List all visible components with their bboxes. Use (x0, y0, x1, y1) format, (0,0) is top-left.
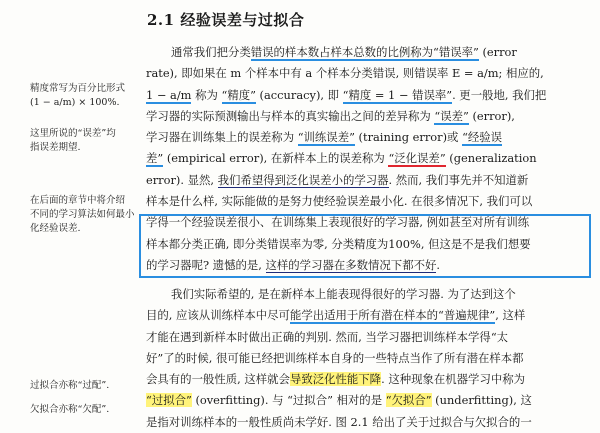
underline-error: “误差” (434, 108, 469, 123)
underline-error-rate: 错误的样本数占样本总数的比例称为“错误率” (250, 45, 479, 59)
highlight-overfitting: “过拟合” (146, 393, 192, 408)
paragraph-1: 通常我们把分类错误的样本数占样本总数的比例称为“错误率” (error rate), 即如果在 m 个样本中有 a 个样本分类错误, 则错误率 E = a/m; 相应的, 1 − a/m 称为 “精度” (accuracy), 即 “精度 = 1 − 错误率”. 更一般地, 我们把 学习器的实际预测输出与样本的真实输出之间的差异称为 “误差” (error), 学习器在训练集上的误差称为 “训练误差” (training error)或 “经验误 差” (empirical error), 在新样本上的误差称为 “泛化误差” (generalization error). 显然, 我们希望得到泛化误差小的学习器. 然而, 我们事先并不知道新 样本是什么样, 实际能做的是努力使经验误差最小化. 在很多情况下, 我们可以 学得一个经验误差很小、在训练集上表现很好的学习器, 例如甚至对所有训练 样本都分类正确, 即分类错误率为零, 分类精度为100%, 但这是不是我们想要 的学习器呢? 遗憾的是, 这样的学习器在多数情况下都不好. (146, 45, 547, 272)
underline-general-rule: 能学出适用于所有潜在样本的“普遍规律” (289, 308, 496, 323)
highlight-performance-drop: 导致泛化性能下降 (289, 372, 382, 387)
margin-note-error: 这里所说的“误差”均 指误差期望. (30, 128, 116, 153)
underline-training-error: “训练误差” (297, 130, 355, 145)
highlight-underfitting: “欠拟合” (385, 393, 432, 408)
margin-note-accuracy: 精度常写为百分比形式 (1 − a/m) × 100%. (30, 83, 126, 108)
margin-note-chapters: 在后面的章节中将介绍 不同的学习算法如何最小 化经验误差. (30, 195, 135, 234)
margin-note-overfitting: 过拟合亦称“过配”. (30, 380, 110, 391)
margin-note-underfitting: 欠拟合亦称“欠配”. (30, 404, 110, 415)
paragraph-2: 我们实际希望的, 是在新样本上能表现得很好的学习器. 为了达到这个 目的, 应该从训练样本中尽可能学出适用于所有潜在样本的“普遍规律”, 这样 才能在遇到新样本时做出正确的判别. 然而, 当学习器把训练样本学得“太 好”了的时候, 很可能已经把训练样本自身的一些特点当作了所有潜在样本都 会具有的一般性质, 这样就会导致泛化性能下降. 这种现象在机器学习中称为 “过拟合” (overfitting). 与 “过拟合” 相对的是 “欠拟合” (underfitting), 这 是指对训练样本的一般性质尚未学好. 图 2.1 给出了关于过拟合与欠拟合的一 (146, 287, 532, 429)
section-title: 2.1 经验误差与过拟合 (147, 11, 305, 29)
underline-accuracy: “精度” (221, 87, 256, 102)
underline-generalization-error: “泛化误差” (388, 151, 446, 166)
